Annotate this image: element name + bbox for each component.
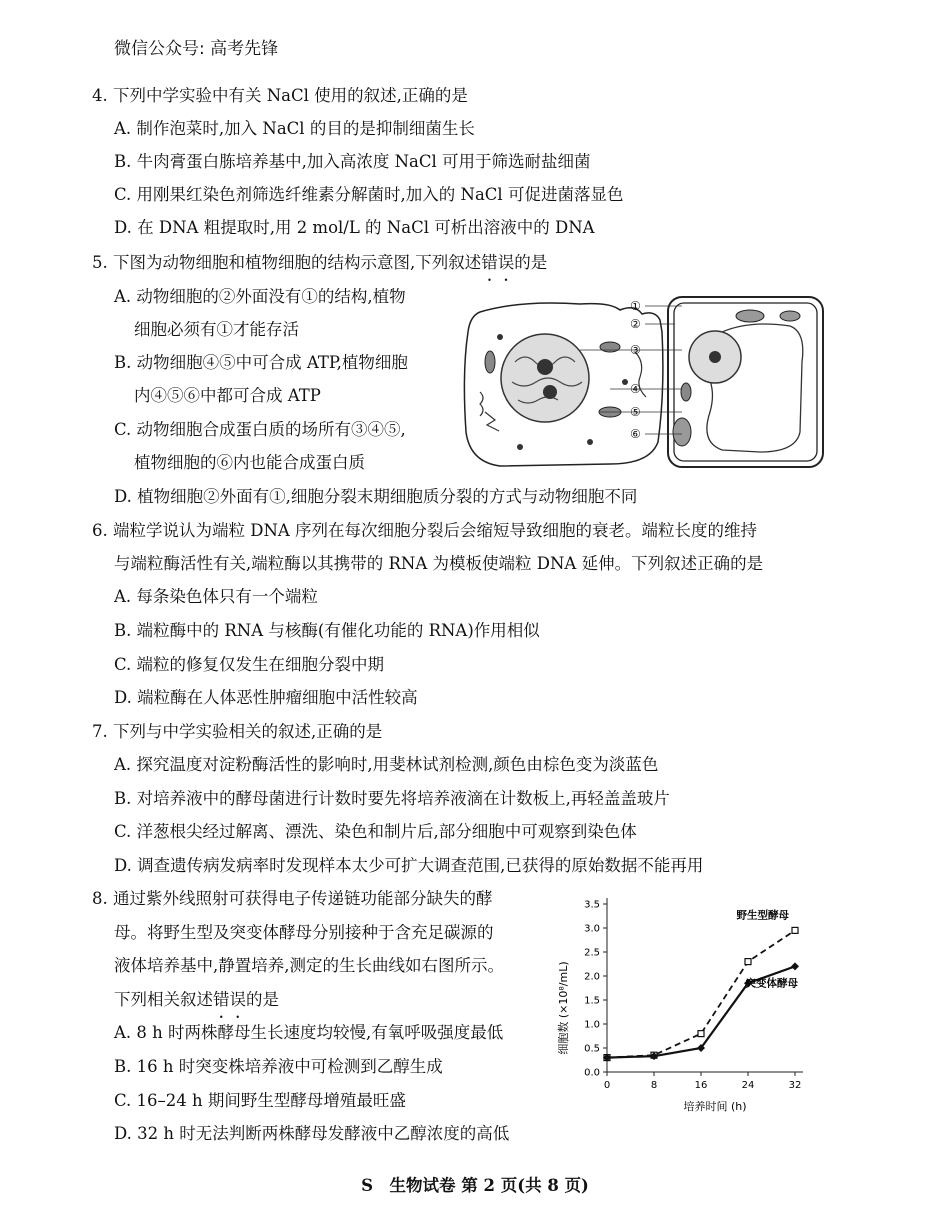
- q8-option-a: A. 8 h 时两株酵母生长速度均较慢,有氧呼吸强度最低: [114, 1023, 504, 1042]
- q6-stem-line2: 与端粒酶活性有关,端粒酶以其携带的 RNA 为模板使端粒 DNA 延伸。下列叙述正确的是: [114, 554, 764, 573]
- y-tick-label: 2.5: [584, 947, 600, 959]
- y-tick-label: 0.5: [584, 1043, 600, 1055]
- label-6: ⑥: [630, 427, 641, 441]
- q7-option-a: A. 探究温度对淀粉酶活性的影响时,用斐林试剂检测,颜色由棕色变为淡蓝色: [114, 755, 659, 774]
- legend-mutant: 突变体酵母: [745, 977, 798, 990]
- y-tick-label: 2.0: [584, 971, 600, 983]
- y-tick-label: 0.0: [584, 1067, 600, 1079]
- emphasis-char: 误: [497, 253, 515, 272]
- series-line-wild-type: [607, 930, 795, 1057]
- q8-option-d: D. 32 h 时无法判断两株酵母发酵液中乙醇浓度的高低: [114, 1124, 510, 1143]
- q6-option-b: B. 端粒酶中的 RNA 与核酶(有催化功能的 RNA)作用相似: [114, 621, 540, 640]
- growth-curve-chart: [555, 888, 830, 1118]
- q5-option-c-line1: C. 动物细胞合成蛋白质的场所有③④⑤,: [114, 420, 406, 439]
- data-point: [698, 1031, 704, 1037]
- legend-wild-type: 野生型酵母: [736, 909, 789, 922]
- emphasis-char: 错: [213, 990, 230, 1009]
- q4-option-c: C. 用刚果红染色剂筛选纤维素分解菌时,加入的 NaCl 可促进菌落显色: [114, 185, 624, 204]
- y-tick-label: 1.0: [584, 1019, 600, 1031]
- page-footer: S 生物试卷 第 2 页(共 8 页): [361, 1176, 589, 1195]
- y-tick-label: 3.5: [584, 899, 600, 911]
- label-2: ②: [630, 317, 641, 331]
- q7-option-c: C. 洋葱根尖经过解离、漂洗、染色和制片后,部分细胞中可观察到染色体: [114, 822, 637, 841]
- wechat-header: 微信公众号: 高考先锋: [114, 39, 279, 59]
- q6-option-a: A. 每条染色体只有一个端粒: [114, 587, 318, 606]
- q5-option-a-line2: 细胞必须有①才能存活: [134, 320, 299, 339]
- q4-option-a: A. 制作泡菜时,加入 NaCl 的目的是抑制细菌生长: [114, 119, 475, 138]
- q8-option-b: B. 16 h 时突变株培养液中可检测到乙醇生成: [114, 1057, 443, 1076]
- label-3: ③: [630, 343, 641, 357]
- chart-ylabel: 细胞数 (×10⁸/mL): [557, 961, 570, 1055]
- q5-stem: 5. 下图为动物细胞和植物细胞的结构示意图,下列叙述错误的是: [92, 253, 548, 272]
- q8-stem-line3: 液体培养基中,静置培养,测定的生长曲线如右图所示。: [114, 956, 504, 975]
- plant-cell: [668, 297, 823, 467]
- q5-option-b-line2: 内④⑤⑥中都可合成 ATP: [134, 386, 321, 405]
- label-5: ⑤: [630, 405, 641, 419]
- emphasis-char: 错: [481, 253, 498, 272]
- q8-stem-line2: 母。将野生型及突变体酵母分别接种于含充足碳源的: [114, 923, 494, 942]
- x-tick-label: 32: [788, 1080, 802, 1091]
- q7-stem: 7. 下列与中学实验相关的叙述,正确的是: [92, 722, 383, 741]
- q5-option-a-line1: A. 动物细胞的②外面没有①的结构,植物: [114, 287, 406, 306]
- x-tick-label: 16: [694, 1080, 708, 1091]
- q7-option-d: D. 调查遗传病发病率时发现样本太少可扩大调查范围,已获得的原始数据不能再用: [114, 856, 704, 875]
- x-tick-label: 0: [603, 1080, 611, 1091]
- emphasis-char: 误: [229, 990, 246, 1009]
- cell-structure-diagram: [460, 292, 830, 474]
- chart-xlabel: 培养时间 (h): [683, 1100, 747, 1113]
- diagram-labels: [630, 299, 641, 441]
- label-4: ④: [630, 382, 641, 396]
- y-tick-label: 3.0: [584, 923, 600, 935]
- q8-stem-line4: 下列相关叙述错误的是: [114, 990, 279, 1009]
- q8-option-c: C. 16–24 h 期间野生型酵母增殖最旺盛: [114, 1091, 406, 1110]
- q7-option-b: B. 对培养液中的酵母菌进行计数时要先将培养液滴在计数板上,再轻盖盖玻片: [114, 789, 670, 808]
- data-point: [791, 962, 799, 970]
- q5-option-b-line1: B. 动物细胞④⑤中可合成 ATP,植物细胞: [114, 353, 408, 372]
- q8-stem-line1: 8. 通过紫外线照射可获得电子传递链功能部分缺失的酵: [92, 889, 493, 908]
- x-tick-label: 24: [741, 1080, 755, 1091]
- q5-option-d: D. 植物细胞②外面有①,细胞分裂末期细胞质分裂的方式与动物细胞不同: [114, 487, 638, 506]
- q6-option-d: D. 端粒酶在人体恶性肿瘤细胞中活性较高: [114, 688, 418, 707]
- label-1: ①: [630, 299, 641, 313]
- y-tick-label: 1.5: [584, 995, 600, 1007]
- q4-option-d: D. 在 DNA 粗提取时,用 2 mol/L 的 NaCl 可析出溶液中的 DNA: [114, 218, 595, 237]
- q6-stem-line1: 6. 端粒学说认为端粒 DNA 序列在每次细胞分裂后会缩短导致细胞的衰老。端粒长度的维持: [92, 521, 758, 540]
- x-tick-label: 8: [650, 1080, 658, 1091]
- q4-option-b: B. 牛肉膏蛋白胨培养基中,加入高浓度 NaCl 可用于筛选耐盐细菌: [114, 152, 591, 171]
- q6-option-c: C. 端粒的修复仅发生在细胞分裂中期: [114, 655, 385, 674]
- data-point: [745, 959, 751, 965]
- data-point: [792, 927, 798, 933]
- q5-option-c-line2: 植物细胞的⑥内也能合成蛋白质: [134, 453, 365, 472]
- q4-stem: 4. 下列中学实验中有关 NaCl 使用的叙述,正确的是: [92, 86, 468, 105]
